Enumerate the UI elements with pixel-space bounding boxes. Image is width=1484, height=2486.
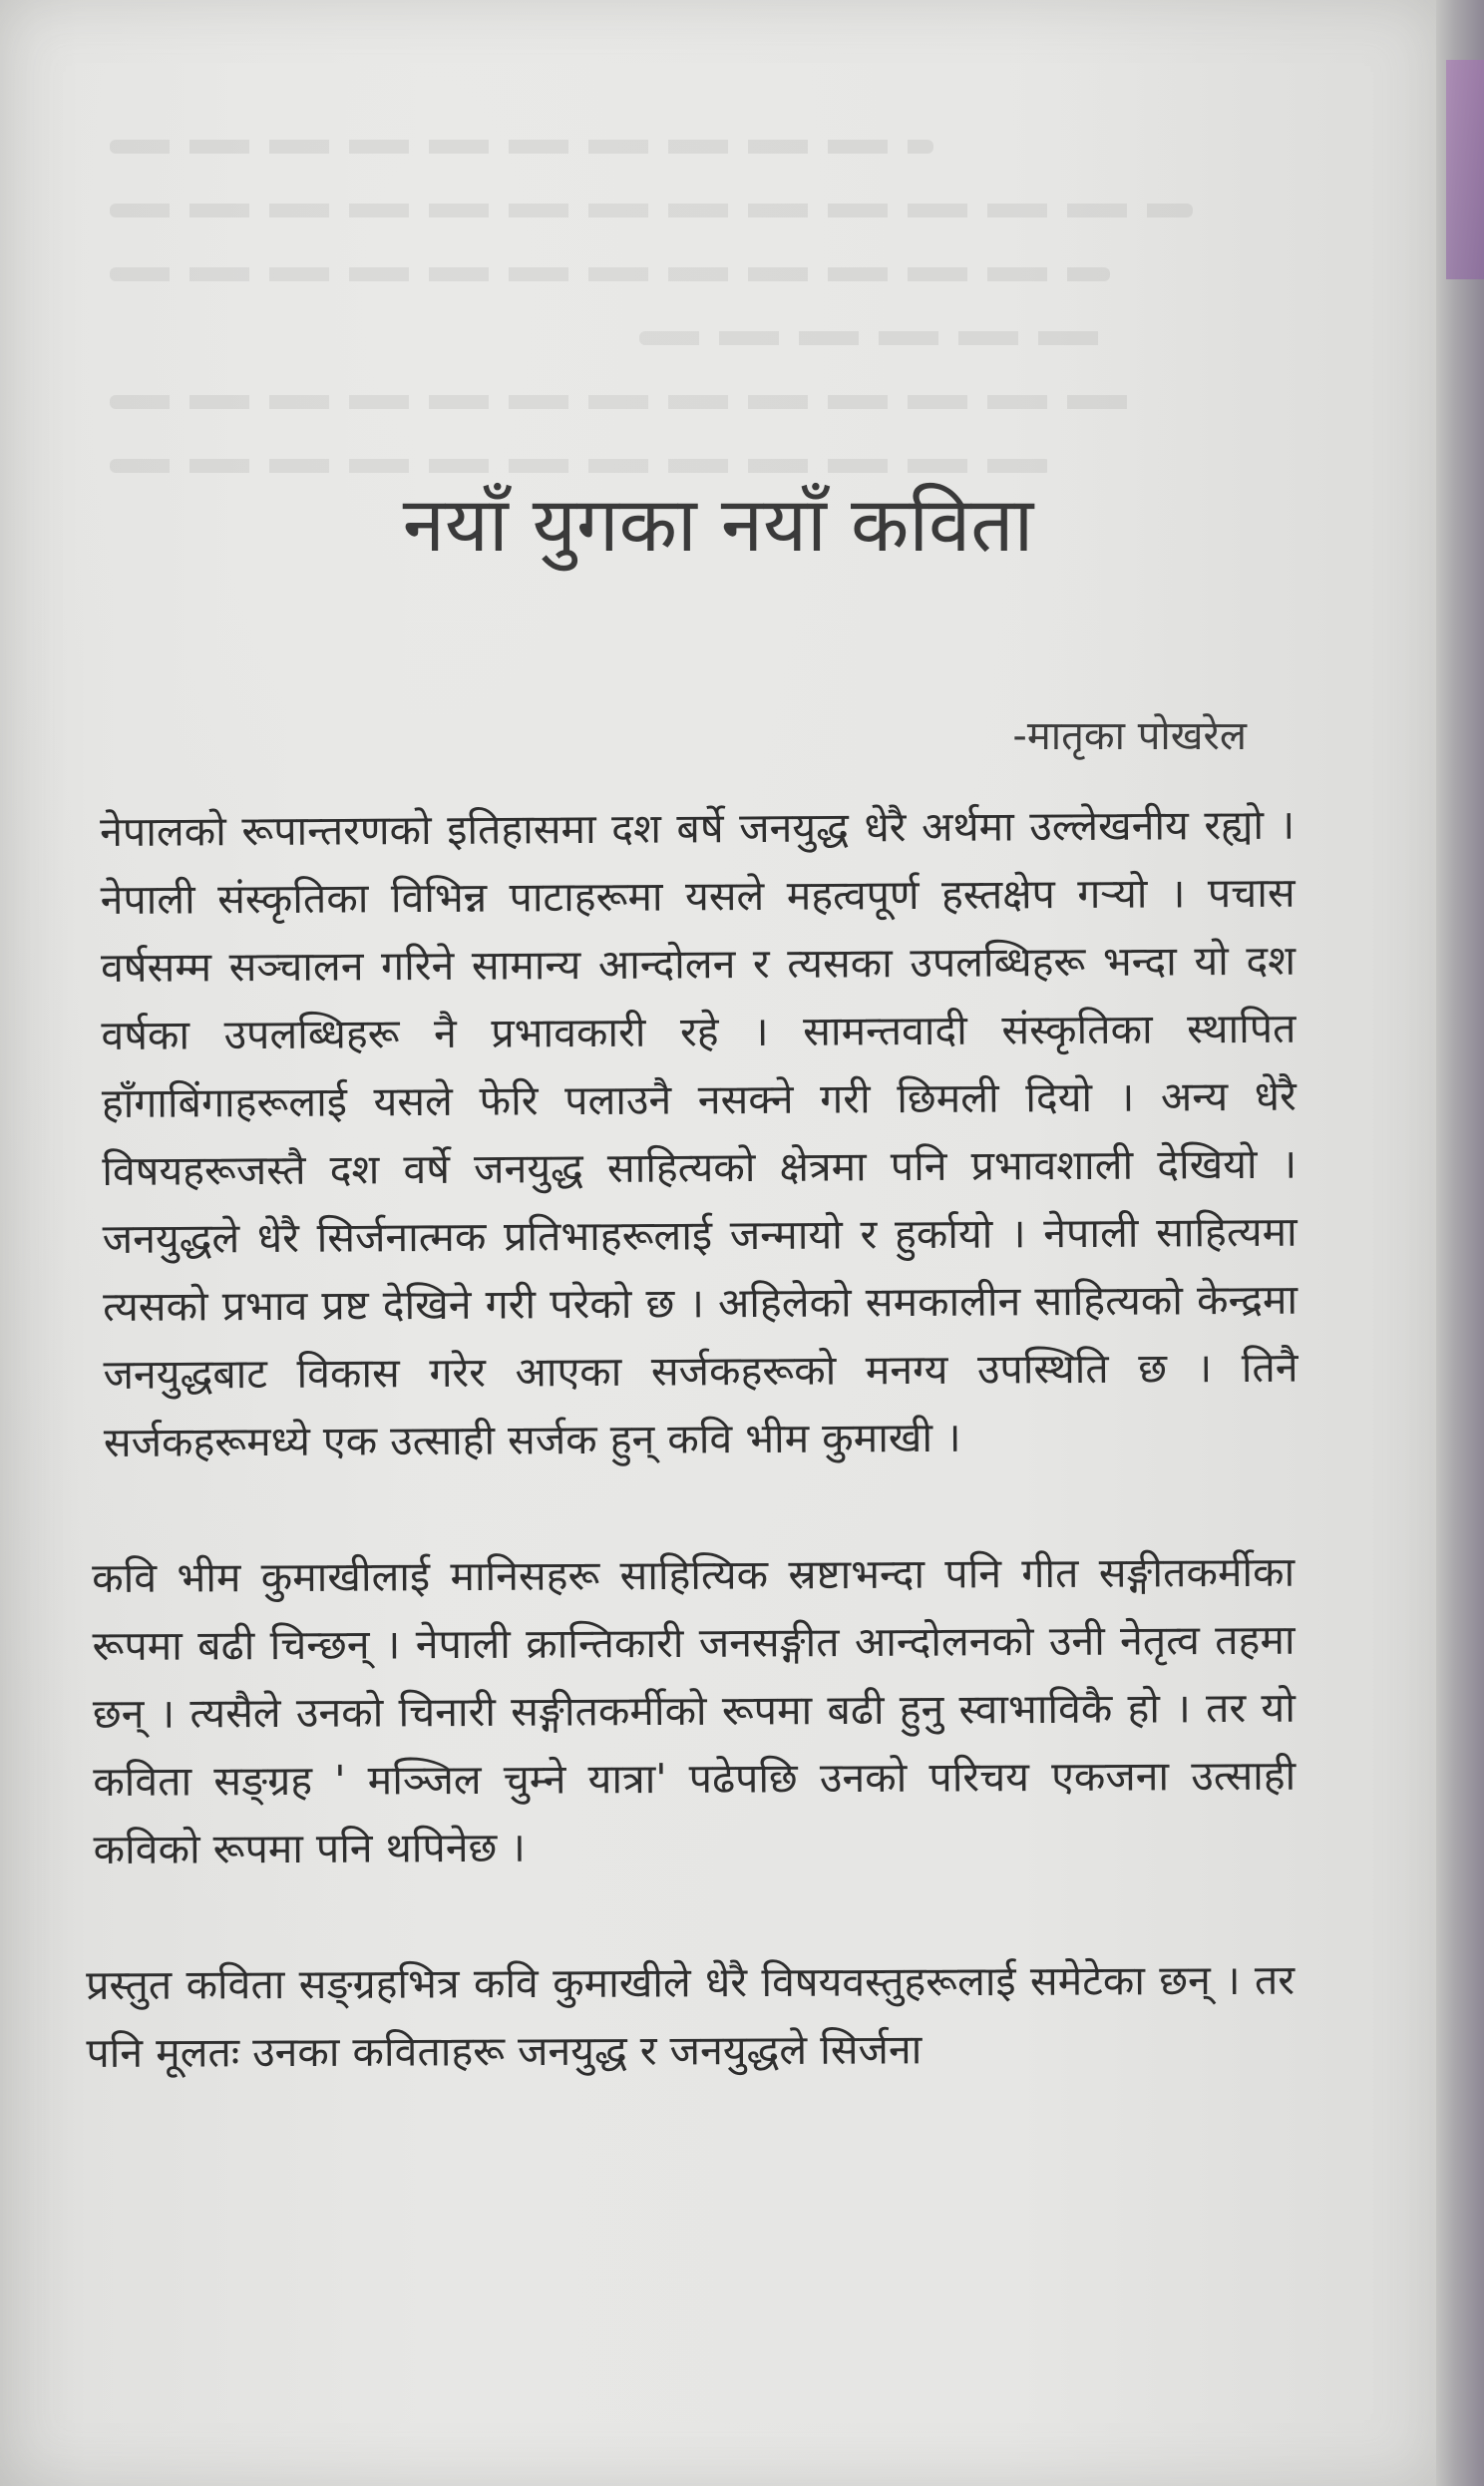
article-body <box>86 798 1298 2155</box>
bleed-through-text <box>110 140 1287 658</box>
author-byline: -मातृका पोखरेल <box>1012 713 1247 759</box>
page-edge <box>1436 0 1484 2486</box>
paragraph-3: प्रस्तुत कविता सङ्ग्रहभित्र कवि कुमाखीले धेरै विषयवस्तुहरूलाई समेटेका छन् । तर पनि मूलतः उनका कविताहरू जनयुद्ध र जनयुद्धले सिर्जना <box>86 1955 1296 2077</box>
background-tint <box>1446 60 1484 279</box>
paragraph-1: नेपालको रूपान्तरणको इतिहासमा दश बर्षे जनयुद्ध धेरै अर्थमा उल्लेखनीय रह्यो । नेपाली संस्कृतिका विभिन्न पाटाहरूमा यसले महत्वपूर्ण हस्तक्षेप गऱ्यो । पचास वर्षसम्म सञ्चालन गरिने सामान्य आन्दोलन र त्यसका उपलब्धिहरू भन्दा यो दश वर्षका उपलब्धिहरू नै प्रभावकारी रहे । सामन्तवादी संस्कृतिका स्थापित हाँगाबिंगाहरूलाई यसले फेरि पलाउनै नसक्ने गरी छिमली दियो । अन्य धेरै विषयहरूजस्तै दश वर्षे जनयुद्ध साहित्यको क्षेत्रमा पनि प्रभावशाली देखियो । जनयुद्धले धेरै सिर्जनात्मक प्रतिभाहरूलाई जन्मायो र हुर्कायो । नेपाली साहित्यमा त्यसको प्रभाव प्रष्ट देखिने गरी परेको छ । अहिलेको समकालीन साहित्यको केन्द्रमा जनयुद्धबाट विकास गरेर आएका सर्जकहरूको मनग्य उपस्थिति छ । तिनै सर्जकहरूमध्ये एक उत्साही सर्जक हुन् कवि भीम कुमाखी । <box>100 800 1298 1466</box>
article-title: नयाँ युगका नयाँ कविता <box>402 480 1034 569</box>
paragraph-2: कवि भीम कुमाखीलाई मानिसहरू साहित्यिक स्रष्टाभन्दा पनि गीत सङ्गीतकर्मीका रूपमा बढी चिन्छन् । नेपाली क्रान्तिकारी जनसङ्गीत आन्दोलनको उनी नेतृत्व तहमा छन् । त्यसैले उनको चिनारी सङ्गीतकर्मीको रूपमा बढी हुनु स्वाभाविकै हो । तर यो कविता सङ्ग्रह ' मञ्जिल चुम्ने यात्रा' पढेपछि उनको परिचय एकजना उत्साही कविको रूपमा पनि थपिनेछ । <box>92 1547 1297 1873</box>
